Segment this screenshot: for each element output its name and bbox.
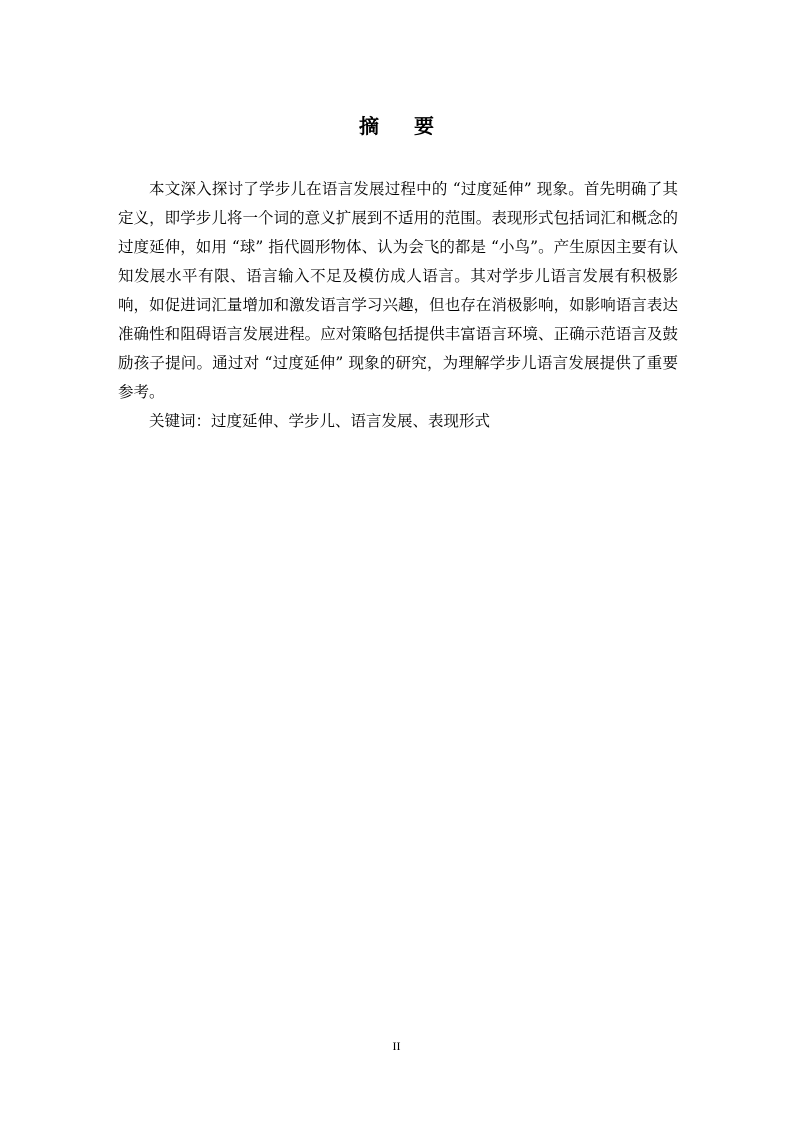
abstract-paragraph: 本文深入探讨了学步儿在语言发展过程中的 “过度延伸” 现象。首先明确了其定义，即学步儿将一个词的意义扩展到不适用的范围。表现形式包括词汇和概念的过度延伸，如用 “球” 指代圆形物体、认为会飞的都是 “小鸟”。产生原因主要有认知发展水平有限、语言输入不足及模仿成人语言。其对学步儿语言发展有积极影响，如促进词汇量增加和激发语言学习兴趣，但也存在消极影响，如影响语言表达准确性和阻碍语言发展进程。应对策略包括提供丰富语言环境、正确示范语言及鼓励孩子提问。通过对 “过度延伸” 现象的研究，为理解学步儿语言发展提供了重要参考。 — [118, 180, 678, 401]
abstract-body — [118, 175, 678, 436]
abstract-title: 摘 要 — [359, 114, 448, 138]
page-number: II — [392, 1039, 401, 1053]
keywords-line: 关键词：过度延伸、学步儿、语言发展、表现形式 — [149, 412, 491, 430]
